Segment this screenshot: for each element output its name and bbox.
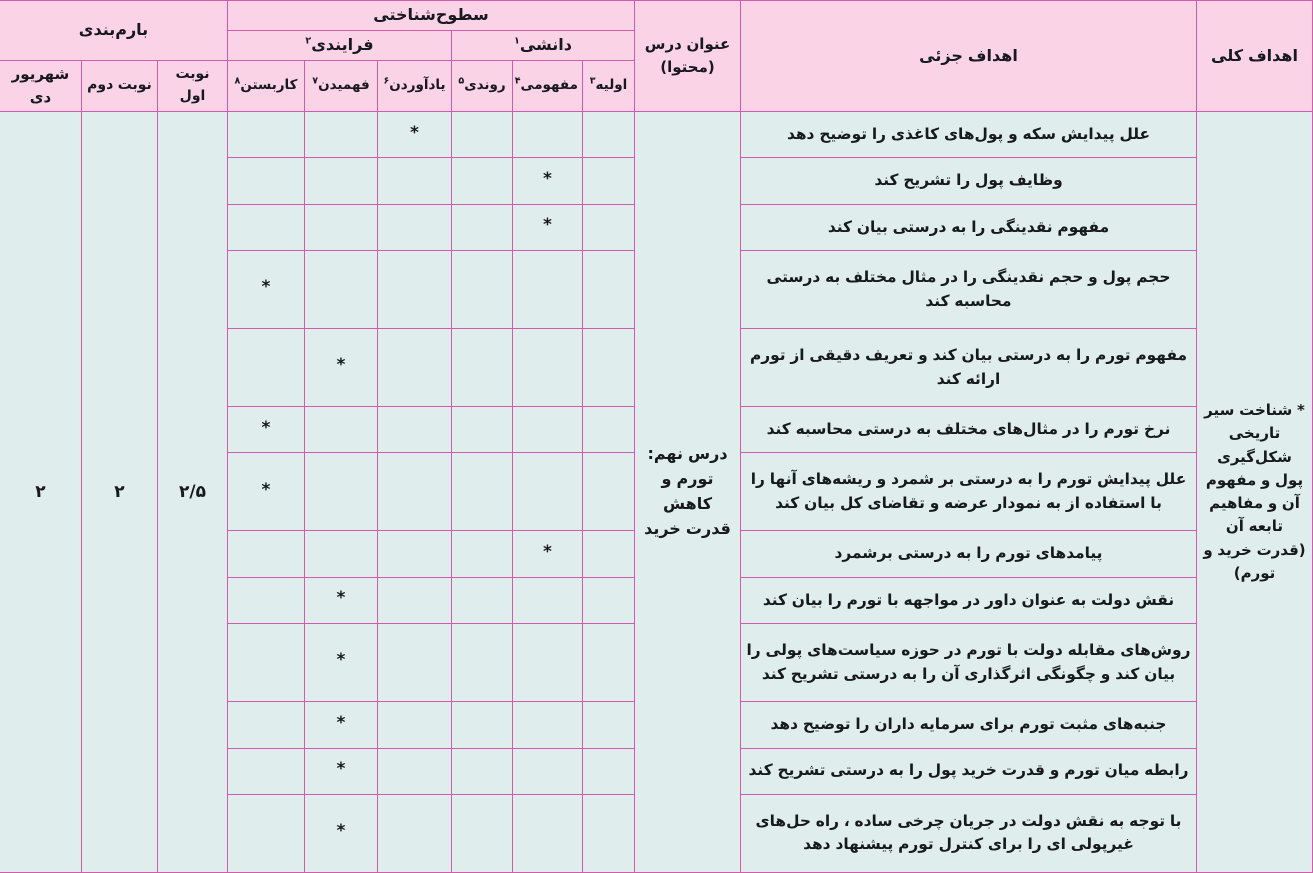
header-process-label: فرایندی — [311, 34, 374, 54]
header-col-olie — [583, 60, 635, 112]
mark-cell-ravandi[interactable] — [452, 624, 513, 702]
star-marker: * — [336, 759, 346, 779]
header-col-olie-sup: ۳ — [589, 75, 596, 87]
detailed-objective-cell: حجم پول و حجم نقدینگی را در مثال مختلف به درستی محاسبه کند — [741, 251, 1197, 329]
header-col-mafhoomi-label: مفهومی — [520, 77, 578, 94]
header-col-first-term: نوبت اول — [158, 60, 228, 112]
detailed-objective-cell: پیامدهای تورم را به درستی برشمرد — [741, 531, 1197, 577]
mark-cell-ravandi[interactable] — [452, 112, 513, 158]
detailed-objective-cell: مفهوم نقدینگی را به درستی بیان کند — [741, 204, 1197, 250]
mark-cell-mafhoomi[interactable] — [513, 407, 583, 453]
header-col-ravandi — [452, 60, 513, 112]
mark-cell-fahmidan[interactable] — [305, 577, 378, 623]
mark-cell-ravandi[interactable] — [452, 158, 513, 204]
detailed-objective-cell: جنبه‌های مثبت تورم برای سرمایه داران را توضیح دهد — [741, 702, 1197, 748]
mark-cell-ravandi[interactable] — [452, 329, 513, 407]
header-cognitive-levels: سطوح‌شناختی — [228, 1, 635, 31]
header-col-yadavardan — [378, 60, 452, 112]
mark-cell-mafhoomi[interactable] — [513, 748, 583, 794]
mark-cell-olie[interactable] — [583, 577, 635, 623]
mark-cell-olie[interactable] — [583, 112, 635, 158]
mark-cell-yadavardan[interactable] — [378, 329, 452, 407]
mark-cell-fahmidan[interactable] — [305, 531, 378, 577]
lesson-title-cell: درس نهم: تورم و کاهش قدرت خرید — [635, 112, 741, 873]
mark-cell-yadavardan[interactable] — [378, 702, 452, 748]
header-knowledge-sup: ۱ — [514, 35, 520, 47]
mark-cell-karbastan[interactable] — [228, 112, 305, 158]
mark-cell-mafhoomi[interactable] — [513, 251, 583, 329]
header-col-yadavardan-sup: ۶ — [383, 75, 390, 87]
mark-cell-olie[interactable] — [583, 407, 635, 453]
mark-cell-fahmidan[interactable] — [305, 112, 378, 158]
header-col-karbastan — [228, 60, 305, 112]
detailed-objective-cell: با توجه به نقش دولت در جریان چرخی ساده ، راه حل‌های غیرپولی ای را برای کنترل تورم پیشنهاد دهد — [741, 794, 1197, 872]
star-marker: * — [410, 122, 419, 143]
mark-cell-fahmidan[interactable] — [305, 624, 378, 702]
detailed-objective-cell: نرخ تورم را در مثال‌های مختلف به درستی محاسبه کند — [741, 407, 1197, 453]
mark-cell-yadavardan[interactable] — [378, 251, 452, 329]
mark-cell-ravandi[interactable] — [452, 702, 513, 748]
mark-cell-karbastan[interactable] — [228, 158, 305, 204]
star-marker: * — [261, 417, 271, 438]
star-marker: * — [336, 355, 346, 376]
grade-cell-shahrivar-dey: ۲ — [0, 112, 82, 873]
mark-cell-fahmidan[interactable] — [305, 329, 378, 407]
header-col-mafhoomi-sup: ۴ — [514, 75, 521, 87]
mark-cell-mafhoomi[interactable] — [513, 577, 583, 623]
star-marker: * — [543, 541, 552, 562]
mark-cell-mafhoomi[interactable] — [513, 702, 583, 748]
header-process-group — [228, 30, 452, 60]
star-marker: * — [261, 277, 271, 298]
header-row-groups — [0, 1, 1313, 31]
header-process-sup: ۲ — [305, 35, 312, 47]
mark-cell-yadavardan[interactable] — [378, 531, 452, 577]
mark-cell-olie[interactable] — [583, 204, 635, 250]
mark-cell-ravandi[interactable] — [452, 748, 513, 794]
header-lesson-title: عنوان درس (محتوا) — [635, 1, 741, 112]
mark-cell-fahmidan[interactable] — [305, 251, 378, 329]
mark-cell-karbastan[interactable] — [228, 531, 305, 577]
mark-cell-mafhoomi[interactable] — [513, 204, 583, 250]
mark-cell-olie[interactable] — [583, 624, 635, 702]
mark-cell-mafhoomi[interactable] — [513, 624, 583, 702]
header-general-goals: اهداف کلی — [1197, 1, 1313, 112]
mark-cell-yadavardan[interactable] — [378, 577, 452, 623]
mark-cell-yadavardan[interactable] — [378, 158, 452, 204]
header-knowledge-group — [452, 30, 635, 60]
mark-cell-ravandi[interactable] — [452, 453, 513, 531]
mark-cell-ravandi[interactable] — [452, 204, 513, 250]
header-grading: بارم‌بندی — [0, 1, 228, 61]
table-row — [0, 112, 1313, 158]
header-col-shahrivar-dey: شهریور دی — [0, 60, 82, 112]
general-goal-cell: * شناخت سیر تاریخی شکل‌گیری پول و مفهوم آن و مفاهیم تابعه آن (قدرت خرید و تورم) — [1197, 112, 1313, 873]
header-col-second-term: نوبت دوم — [82, 60, 158, 112]
header-col-fahmidan-sup: ۷ — [312, 75, 319, 87]
mark-cell-karbastan[interactable] — [228, 407, 305, 453]
mark-cell-olie[interactable] — [583, 329, 635, 407]
mark-cell-fahmidan[interactable] — [305, 407, 378, 453]
header-col-olie-label: اولیه — [595, 77, 628, 94]
star-marker: * — [543, 215, 552, 236]
mark-cell-yadavardan[interactable] — [378, 794, 452, 872]
mark-cell-olie[interactable] — [583, 702, 635, 748]
table-body — [0, 112, 1313, 873]
mark-cell-karbastan[interactable] — [228, 329, 305, 407]
header-detailed-goals: اهداف جزئی — [741, 1, 1197, 112]
mark-cell-olie[interactable] — [583, 158, 635, 204]
header-col-fahmidan-label: فهمیدن — [318, 77, 370, 94]
mark-cell-olie[interactable] — [583, 251, 635, 329]
mark-cell-mafhoomi[interactable] — [513, 453, 583, 531]
header-col-ravandi-label: روندی — [464, 77, 506, 94]
mark-cell-karbastan[interactable] — [228, 794, 305, 872]
header-col-mafhoomi — [513, 60, 583, 112]
mark-cell-karbastan[interactable] — [228, 577, 305, 623]
detailed-objective-cell: علل پیدایش سکه و پول‌های کاغذی را توضیح دهد — [741, 112, 1197, 158]
grade-cell-first-term: ۲/۵ — [158, 112, 228, 873]
mark-cell-karbastan[interactable] — [228, 204, 305, 250]
mark-cell-fahmidan[interactable] — [305, 158, 378, 204]
mark-cell-yadavardan[interactable] — [378, 748, 452, 794]
mark-cell-yadavardan[interactable] — [378, 407, 452, 453]
header-col-karbastan-label: کاربستن — [240, 77, 298, 94]
star-marker: * — [543, 168, 552, 189]
mark-cell-ravandi[interactable] — [452, 577, 513, 623]
grade-cell-second-term: ۲ — [82, 112, 158, 873]
mark-cell-fahmidan[interactable] — [305, 748, 378, 794]
mark-cell-karbastan[interactable] — [228, 702, 305, 748]
mark-cell-ravandi[interactable] — [452, 407, 513, 453]
mark-cell-mafhoomi[interactable] — [513, 112, 583, 158]
mark-cell-yadavardan[interactable] — [378, 204, 452, 250]
detailed-objective-cell: علل پیدایش تورم را به درستی بر شمرد و ریشه‌های آنها را با استفاده از به نمودار عرضه و تقاضای کل بیان کند — [741, 453, 1197, 531]
header-col-yadavardan-label: یادآوردن — [389, 77, 446, 94]
header-col-karbastan-sup: ۸ — [234, 75, 241, 87]
header-col-ravandi-sup: ۵ — [458, 75, 465, 87]
star-marker: * — [336, 712, 346, 733]
mark-cell-olie[interactable] — [583, 794, 635, 872]
mark-cell-olie[interactable] — [583, 748, 635, 794]
mark-cell-mafhoomi[interactable] — [513, 329, 583, 407]
mark-cell-yadavardan[interactable] — [378, 624, 452, 702]
mark-cell-ravandi[interactable] — [452, 531, 513, 577]
mark-cell-fahmidan[interactable] — [305, 794, 378, 872]
mark-cell-mafhoomi[interactable] — [513, 531, 583, 577]
mark-cell-karbastan[interactable] — [228, 251, 305, 329]
mark-cell-ravandi[interactable] — [452, 794, 513, 872]
mark-cell-yadavardan[interactable] — [378, 112, 452, 158]
star-marker: * — [261, 479, 271, 500]
mark-cell-olie[interactable] — [583, 453, 635, 531]
mark-cell-yadavardan[interactable] — [378, 453, 452, 531]
mark-cell-karbastan[interactable] — [228, 748, 305, 794]
detailed-objective-cell: روش‌های مقابله دولت با تورم در حوزه سیاست‌های پولی را بیان کند و چگونگی اثرگذاری آن را به درستی تشریح کند — [741, 624, 1197, 702]
detailed-objective-cell: مفهوم تورم را به درستی بیان کند و تعریف دقیقی از تورم ارائه کند — [741, 329, 1197, 407]
mark-cell-karbastan[interactable] — [228, 453, 305, 531]
star-marker: * — [336, 650, 346, 671]
mark-cell-ravandi[interactable] — [452, 251, 513, 329]
mark-cell-olie[interactable] — [583, 531, 635, 577]
detailed-objective-cell: نقش دولت به عنوان داور در مواجهه با تورم را بیان کند — [741, 577, 1197, 623]
mark-cell-fahmidan[interactable] — [305, 204, 378, 250]
mark-cell-mafhoomi[interactable] — [513, 158, 583, 204]
star-marker: * — [336, 821, 346, 842]
mark-cell-fahmidan[interactable] — [305, 453, 378, 531]
detailed-objective-cell: رابطه میان تورم و قدرت خرید پول را به درستی تشریح کند — [741, 748, 1197, 794]
mark-cell-mafhoomi[interactable] — [513, 794, 583, 872]
table-header — [0, 1, 1313, 112]
star-marker: * — [336, 588, 346, 609]
detailed-objective-cell: وظایف پول را تشریح کند — [741, 158, 1197, 204]
header-knowledge-label: دانشی — [519, 34, 572, 54]
header-col-fahmidan — [305, 60, 378, 112]
mark-cell-fahmidan[interactable] — [305, 702, 378, 748]
mark-cell-karbastan[interactable] — [228, 624, 305, 702]
